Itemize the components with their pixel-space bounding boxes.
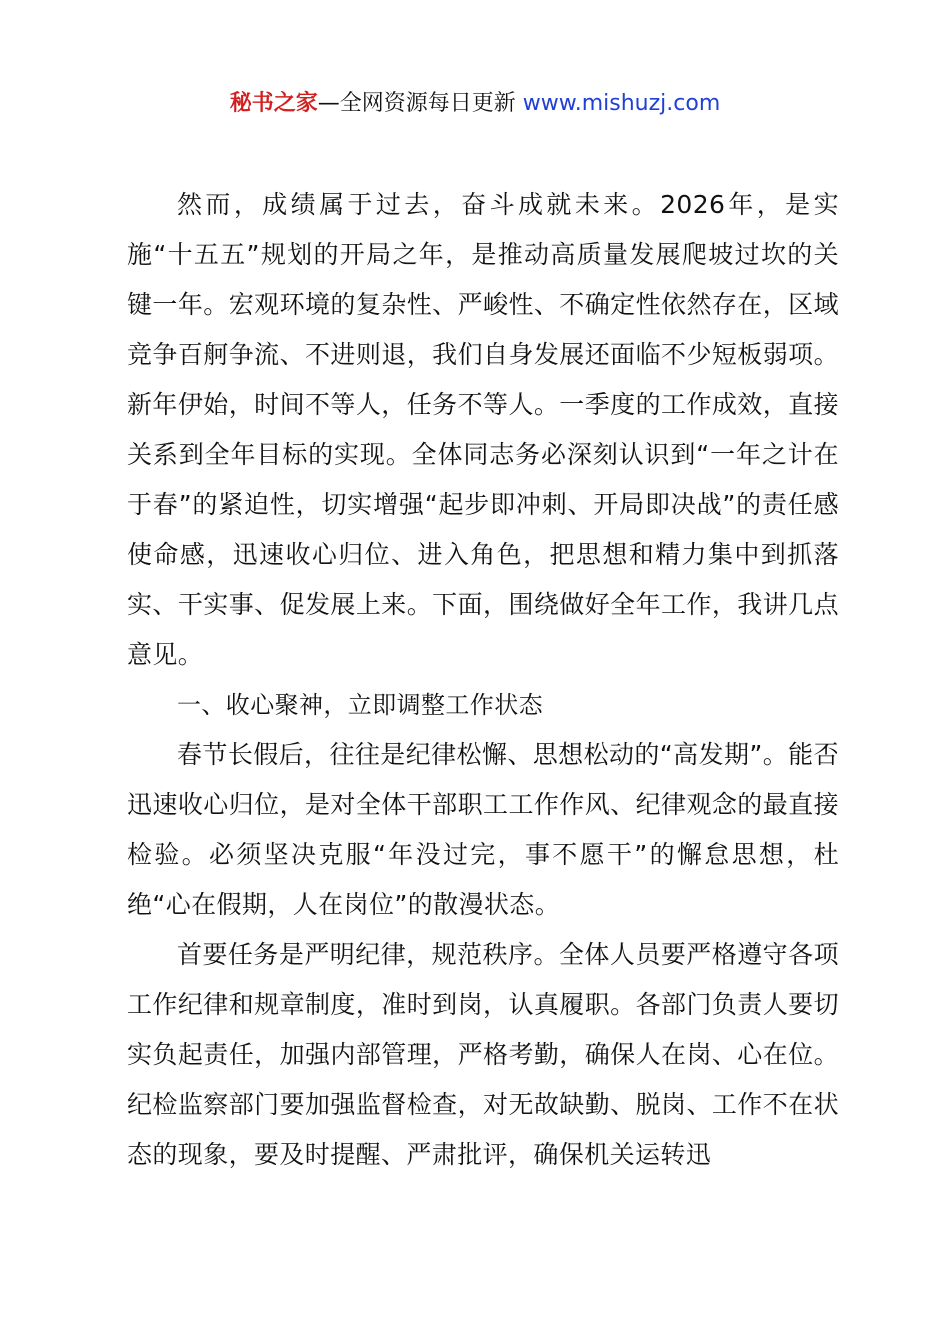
site-url-link[interactable]: www.mishuzj.com [522,91,721,116]
site-header [0,88,950,120]
section-heading-1: 一、收心聚神，立即调整工作状态 [177,691,543,719]
site-brand: 秘书之家 [229,91,318,116]
paragraph-discipline: 首要任务是严明纪律，规范秩序。全体人员要严格遵守各项工作纪律和规章制度，准时到岗，认真履职。各部门负责人要切实负起责任，加强内部管理，严格考勤，确保人在岗、心在位。纪检监察部门要加强监督检查，对无故缺勤、脱岗、工作不在状态的现象，要及时提醒、严肃批评，确保机关运转迅 [127,940,839,1169]
document-body [127,180,839,1180]
site-tagline: —全网资源每日更新 [317,91,523,116]
paragraph-intro: 然而，成绩属于过去，奋斗成就未来。2026年，是实施“十五五”规划的开局之年，是推动高质量发展爬坡过坎的关键一年。宏观环境的复杂性、严峻性、不确定性依然存在，区域竞争百舸争流、不进则退，我们自身发展还面临不少短板弱项。新年伊始，时间不等人，任务不等人。一季度的工作成效，直接关系到全年目标的实现。全体同志务必深刻认识到“一年之计在于春”的紧迫性，切实增强“起步即冲刺、开局即决战”的责任感使命感，迅速收心归位、进入角色，把思想和精力集中到抓落实、干实事、促发展上来。下面，围绕做好全年工作，我讲几点意见。 [127,190,839,669]
paragraph-holiday: 春节长假后，往往是纪律松懈、思想松动的“高发期”。能否迅速收心归位，是对全体干部职工工作作风、纪律观念的最直接检验。必须坚决克服“年没过完，事不愿干”的懈怠思想，杜绝“心在假期，人在岗位”的散漫状态。 [127,740,839,919]
